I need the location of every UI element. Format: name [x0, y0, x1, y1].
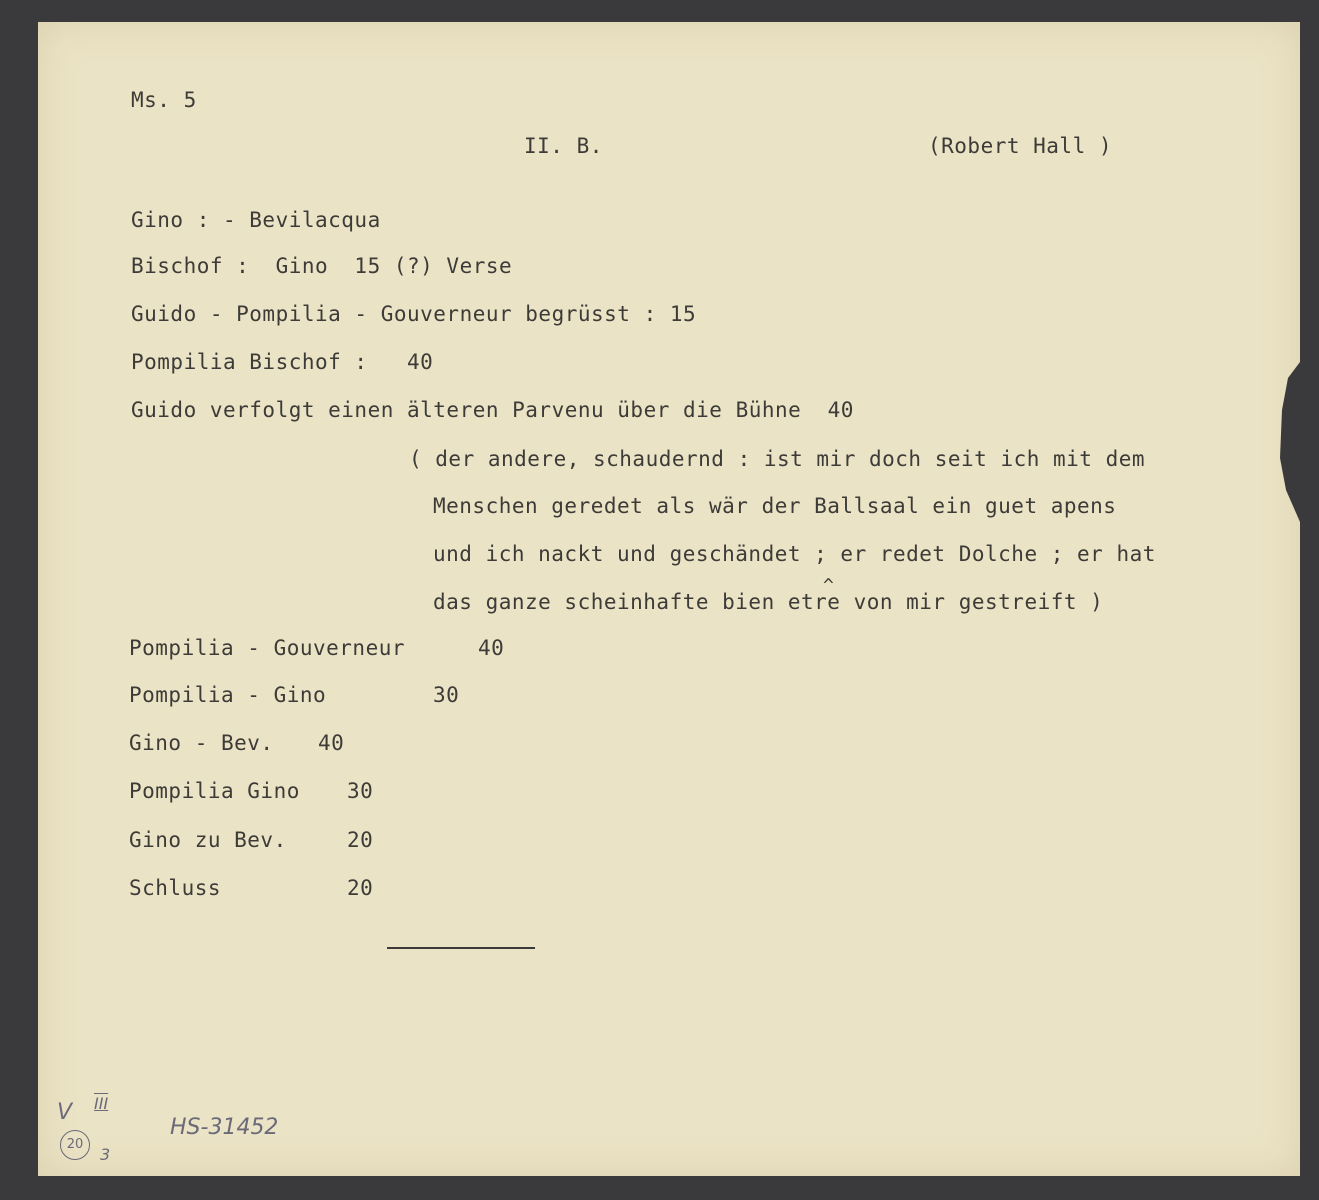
scene-value: 30	[433, 683, 460, 707]
author-note: (Robert Hall )	[928, 134, 1113, 158]
scene-value: 40	[318, 731, 345, 755]
scene-name: Pompilia Gino	[129, 779, 300, 803]
pencil-subscript: 3	[100, 1145, 111, 1164]
text-line: Gino : - Bevilacqua	[131, 208, 381, 232]
section-heading: II. B.	[524, 134, 603, 158]
scene-name: Gino zu Bev.	[129, 828, 287, 852]
pencil-roman-numeral: III	[94, 1094, 109, 1113]
closing-rule	[387, 947, 535, 949]
scene-value: 20	[347, 828, 374, 852]
text-line: Pompilia Bischof : 40	[131, 350, 434, 374]
torn-edge	[1280, 362, 1300, 522]
shelfmark: HS-31452	[170, 1115, 279, 1140]
pencil-mark-v: V	[57, 1100, 73, 1125]
circumflex-mark: ^	[823, 575, 834, 596]
quote-line: und ich nackt und geschändet ; er redet Dolche ; er hat	[433, 542, 1156, 566]
quote-line: das ganze scheinhafte bien etre von mir gestreift )	[433, 590, 1104, 614]
text-line: Bischof : Gino 15 (?) Verse	[131, 254, 513, 278]
ms-number: Ms. 5	[131, 88, 197, 112]
quote-line: Menschen geredet als wär der Ballsaal ein guet apens	[433, 494, 1117, 518]
scene-name: Pompilia - Gino	[129, 683, 327, 707]
scene-name: Pompilia - Gouverneur	[129, 636, 406, 660]
scene-value: 20	[347, 876, 374, 900]
scene-value: 40	[478, 636, 505, 660]
text-line: Guido verfolgt einen älteren Parvenu über die Bühne 40	[131, 398, 854, 422]
scene-name: Gino - Bev.	[129, 731, 274, 755]
text-line: Guido - Pompilia - Gouverneur begrüsst : 15	[131, 302, 697, 326]
circled-folio-number: 20	[60, 1130, 90, 1160]
scene-name: Schluss	[129, 876, 222, 900]
quote-line: ( der andere, schaudernd : ist mir doch seit ich mit dem	[409, 447, 1146, 471]
scene-value: 30	[347, 779, 374, 803]
